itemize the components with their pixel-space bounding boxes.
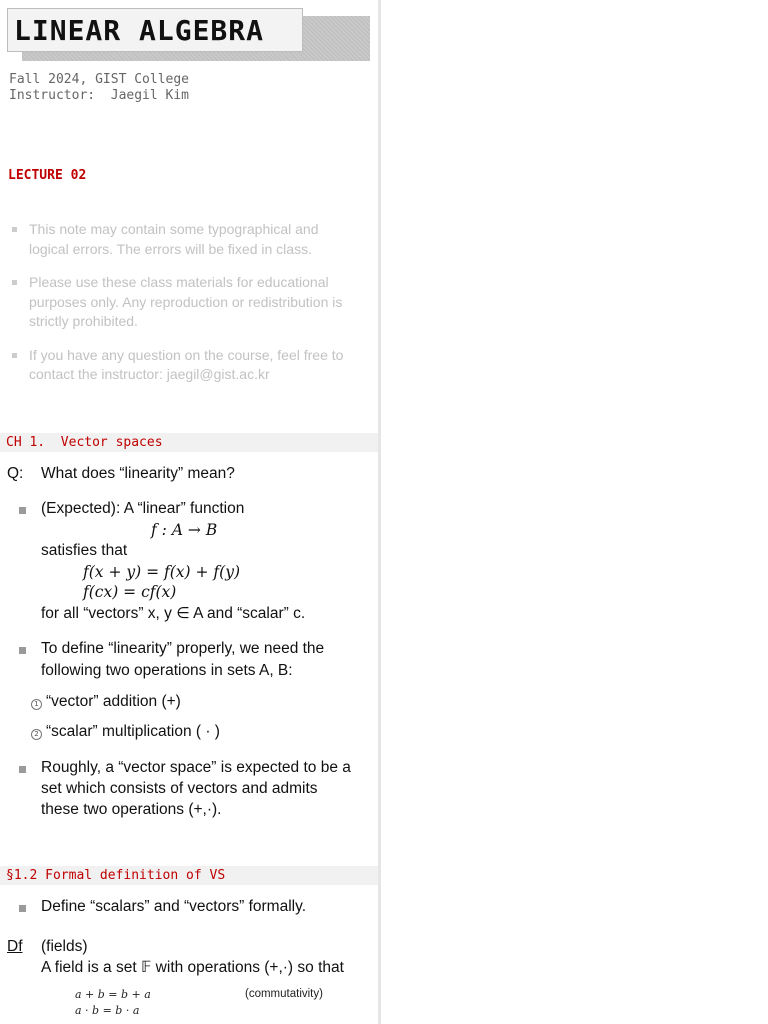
course-meta (9, 72, 189, 104)
question-text: What does “linearity” mean? (41, 465, 235, 482)
forall-text: for all “vectors” x, y ∈ A and “scalar” c. (41, 605, 306, 622)
definition-label: Df (7, 938, 23, 955)
satisfies-text: satisfies that (41, 542, 128, 559)
bullet-icon (19, 905, 26, 912)
roughly-line-2: set which consists of vectors and admits (41, 780, 318, 797)
question-label: Q: (7, 465, 24, 482)
instructor-text: Instructor: Jaegil Kim (9, 88, 190, 103)
bullet-icon (19, 766, 26, 773)
mul-commutativity-equation: a · b = b · a (75, 1004, 140, 1017)
roughly-line-1: Roughly, a “vector space” is expected to be a (41, 759, 351, 776)
circled-number-icon: 1 (31, 699, 42, 710)
define-line-1: To define “linearity” properly, we need the (41, 640, 325, 657)
expected-text: (Expected): A “linear” function (41, 500, 245, 517)
bullet-icon (12, 227, 17, 232)
add-commutativity-equation: a + b = b + a (75, 988, 151, 1001)
field-definition-text: A field is a set 𝔽 with operations (+,·) so that (41, 959, 344, 976)
section-heading: §1.2 Formal definition of VS (0, 866, 378, 885)
lecture-number: LECTURE 02 (8, 168, 87, 183)
bullet-icon (12, 280, 17, 285)
vector-addition-text: “vector” addition (+) (46, 693, 181, 710)
notice-item: Please use these class materials for educational purposes only. Any reproduction or redistribution is strictly prohibited. (10, 273, 360, 332)
course-title: LINEAR ALGEBRA (7, 8, 303, 52)
bullet-icon (19, 507, 26, 514)
homogeneity-equation: f(cx) = cf(x) (83, 583, 177, 601)
circled-number-icon: 2 (31, 729, 42, 740)
term-text: Fall 2024, GIST College (9, 72, 190, 87)
roughly-line-3: these two operations (+,·). (41, 801, 222, 818)
bullet-icon (12, 353, 17, 358)
commutativity-label: (commutativity) (245, 988, 323, 1000)
notice-item: This note may contain some typographical and logical errors. The errors will be fixed in class. (10, 220, 360, 259)
bullet-icon (19, 647, 26, 654)
fields-text: (fields) (41, 938, 88, 955)
lecture-page (0, 0, 381, 1024)
define-formally-text: Define “scalars” and “vectors” formally. (41, 898, 307, 915)
additivity-equation: f(x + y) = f(x) + f(y) (83, 563, 241, 581)
scalar-multiplication-text: “scalar” multiplication ( · ) (46, 723, 220, 740)
chapter-heading: CH 1. Vector spaces (0, 433, 378, 452)
notice-list (10, 220, 360, 399)
notice-item: If you have any question on the course, feel free to contact the instructor: jaegil@gist.ac.kr (10, 346, 360, 385)
define-line-2: following two operations in sets A, B: (41, 662, 293, 679)
function-notation: f : A → B (151, 521, 218, 539)
